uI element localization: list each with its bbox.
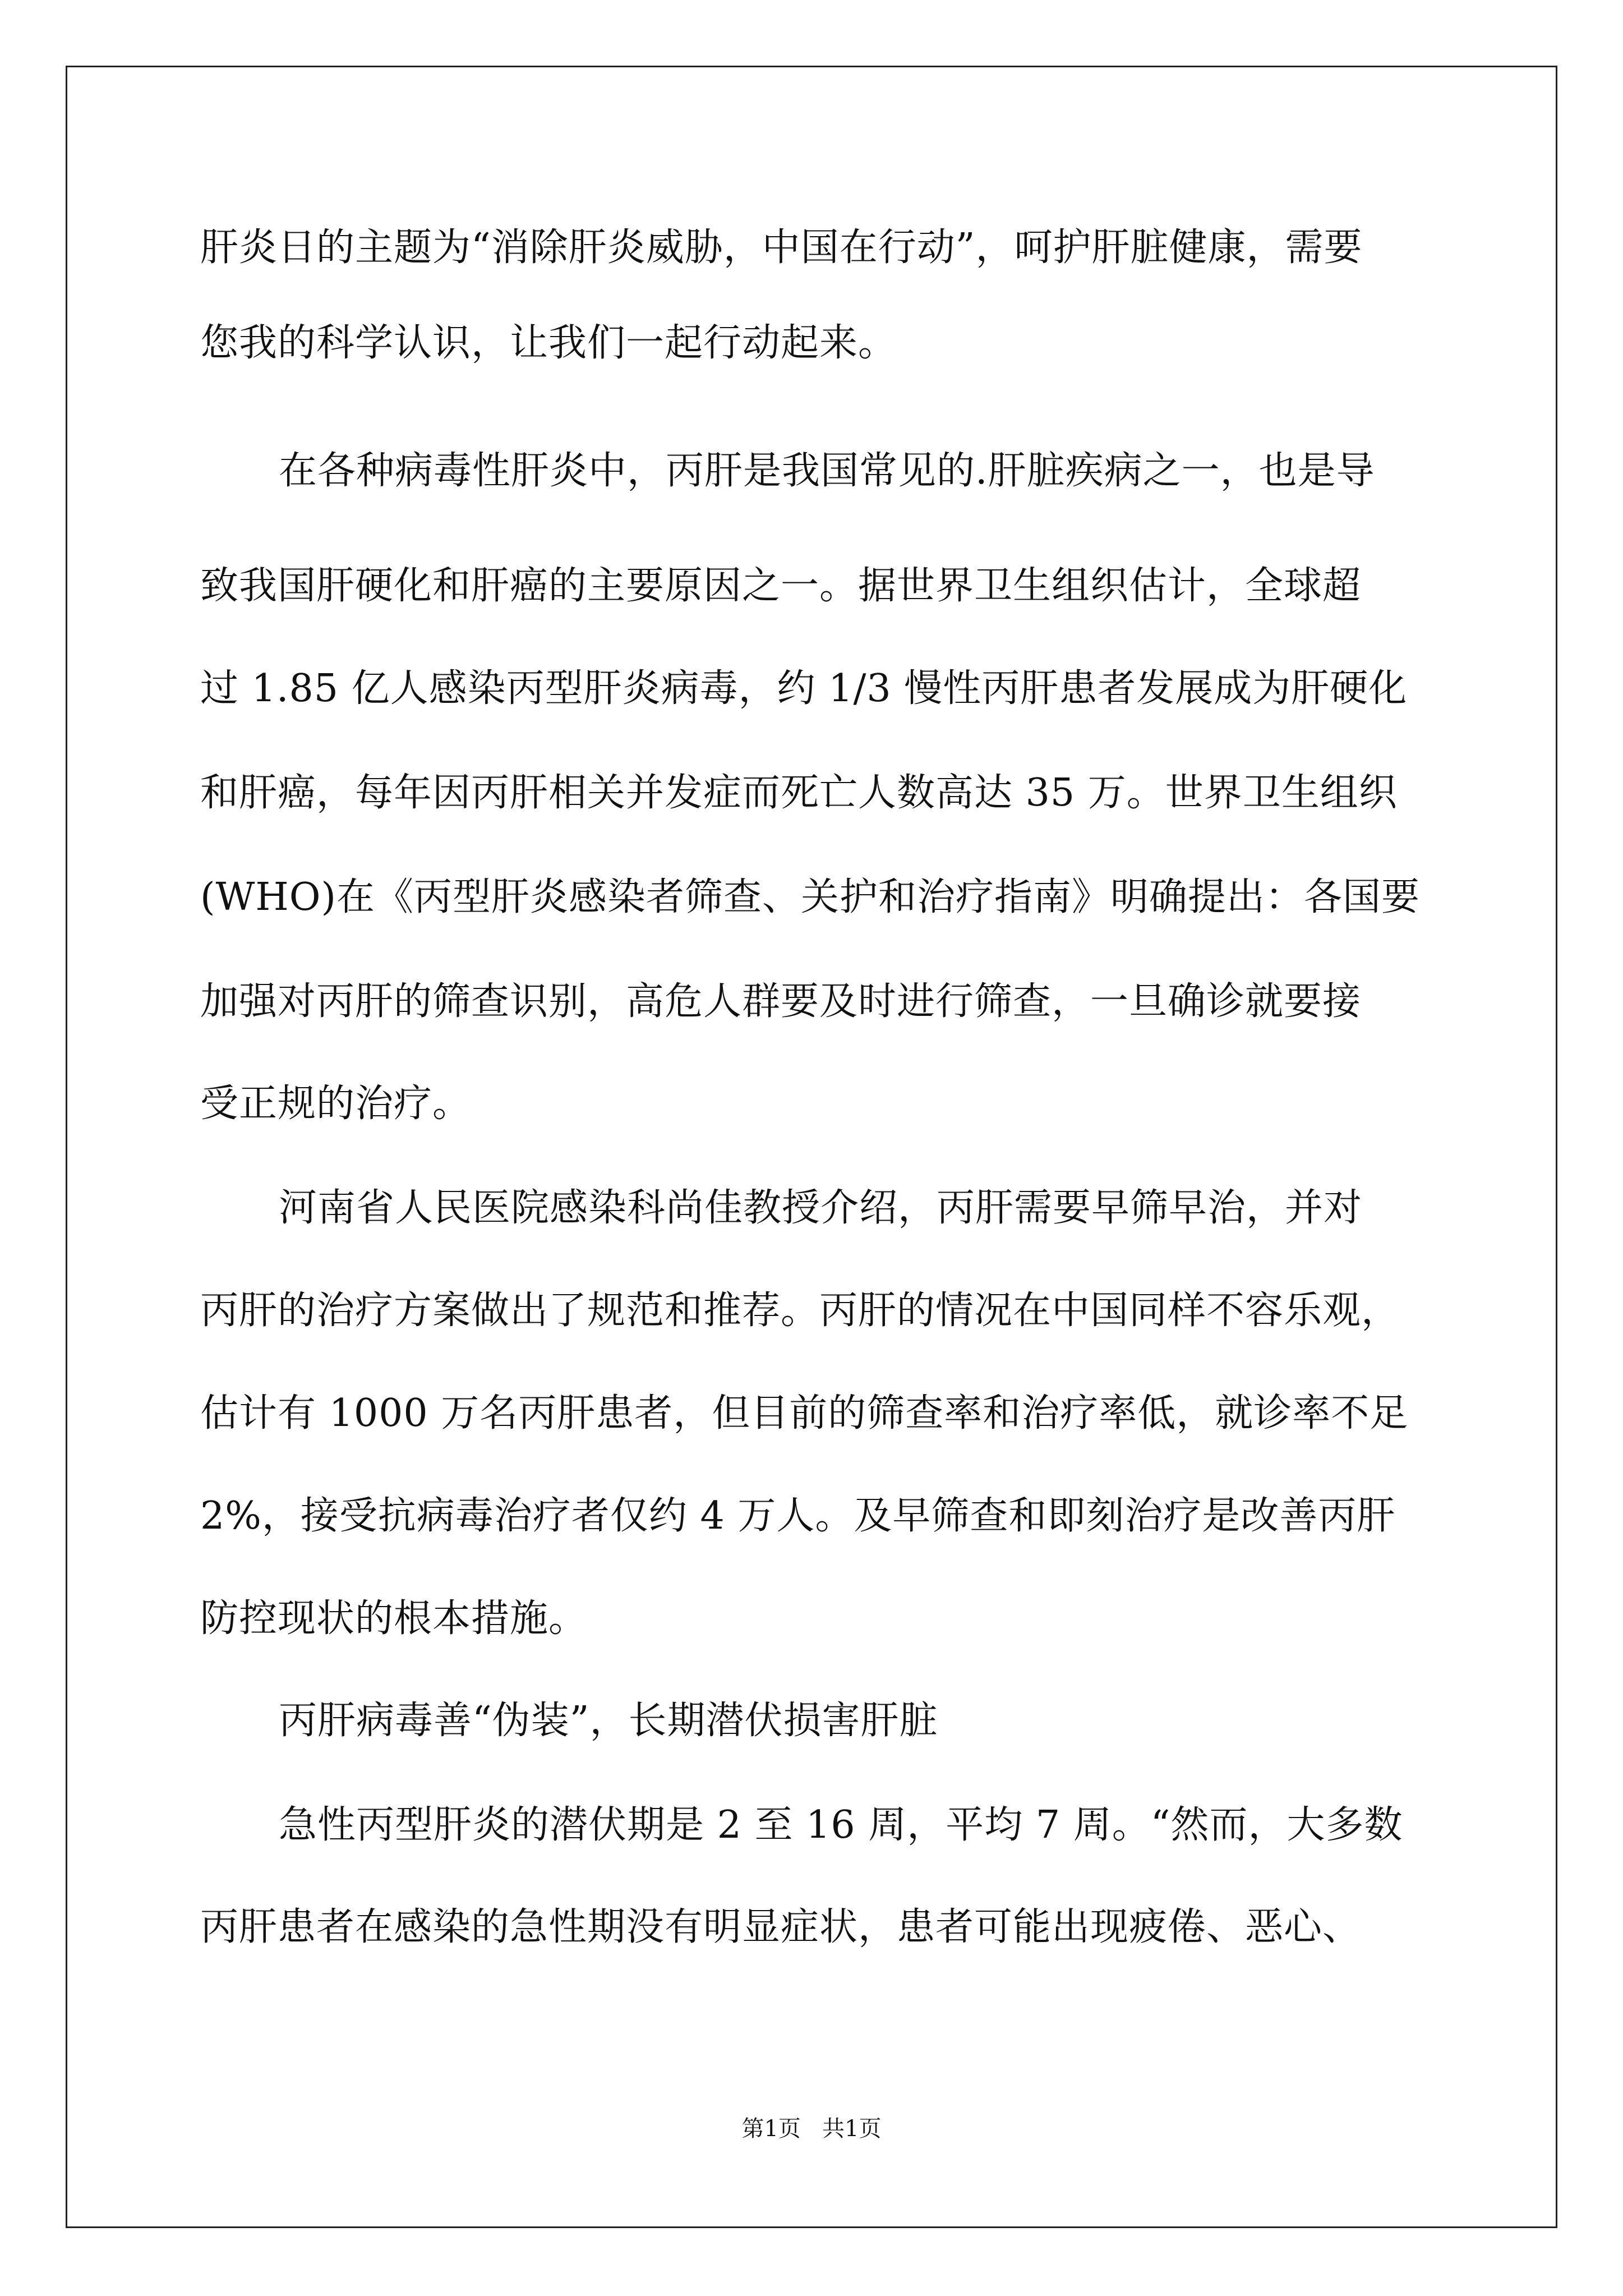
text-line: 2%，接受抗病毒治疗者仅约 4 万人。及早筛查和即刻治疗是改善丙肝: [200, 1494, 1396, 1538]
text-line: 肝炎日的主题为“消除肝炎威胁，中国在行动”，呵护肝脏健康，需要: [200, 226, 1363, 270]
text-line: 和肝癌，每年因丙肝相关并发症而死亡人数高达 35 万。世界卫生组织: [200, 771, 1398, 815]
text-line: 您我的科学认识，让我们一起行动起来。: [200, 321, 897, 365]
text-line: 估计有 1000 万名丙肝患者，但目前的筛查率和治疗率低，就诊率不足: [200, 1391, 1409, 1435]
text-line: 加强对丙肝的筛查识别，高危人群要及时进行筛查，一旦确诊就要接: [200, 979, 1362, 1024]
section-heading: 丙肝病毒善“伪装”，长期潜伏损害肝脏: [279, 1699, 938, 1743]
text-line: (WHO)在《丙型肝炎感染者筛查、关护和治疗指南》明确提出：各国要: [200, 875, 1421, 919]
text-line: 在各种病毒性肝炎中，丙肝是我国常见的.肝脏疾病之一，也是导: [279, 449, 1375, 493]
text-line: 急性丙型肝炎的潜伏期是 2 至 16 周，平均 7 周。“然而，大多数: [279, 1803, 1403, 1847]
text-line: 防控现状的根本措施。: [200, 1596, 588, 1641]
page-footer: 第1页 共1页: [741, 2116, 882, 2142]
text-line: 致我国肝硬化和肝癌的主要原因之一。据世界卫生组织估计，全球超: [200, 564, 1362, 608]
text-line: 丙肝的治疗方案做出了规范和推荐。丙肝的情况在中国同样不容乐观，: [200, 1289, 1400, 1333]
text-line: 受正规的治疗。: [200, 1082, 472, 1126]
text-line: 过 1.85 亿人感染丙型肝炎病毒，约 1/3 慢性丙肝患者发展成为肝硬化: [200, 666, 1408, 711]
text-line: 河南省人民医院感染科尚佳教授介绍，丙肝需要早筛早治，并对: [279, 1186, 1363, 1230]
text-line: 丙肝患者在感染的急性期没有明显症状，患者可能出现疲倦、恶心、: [200, 1905, 1362, 1949]
page-border: [66, 66, 1557, 2228]
